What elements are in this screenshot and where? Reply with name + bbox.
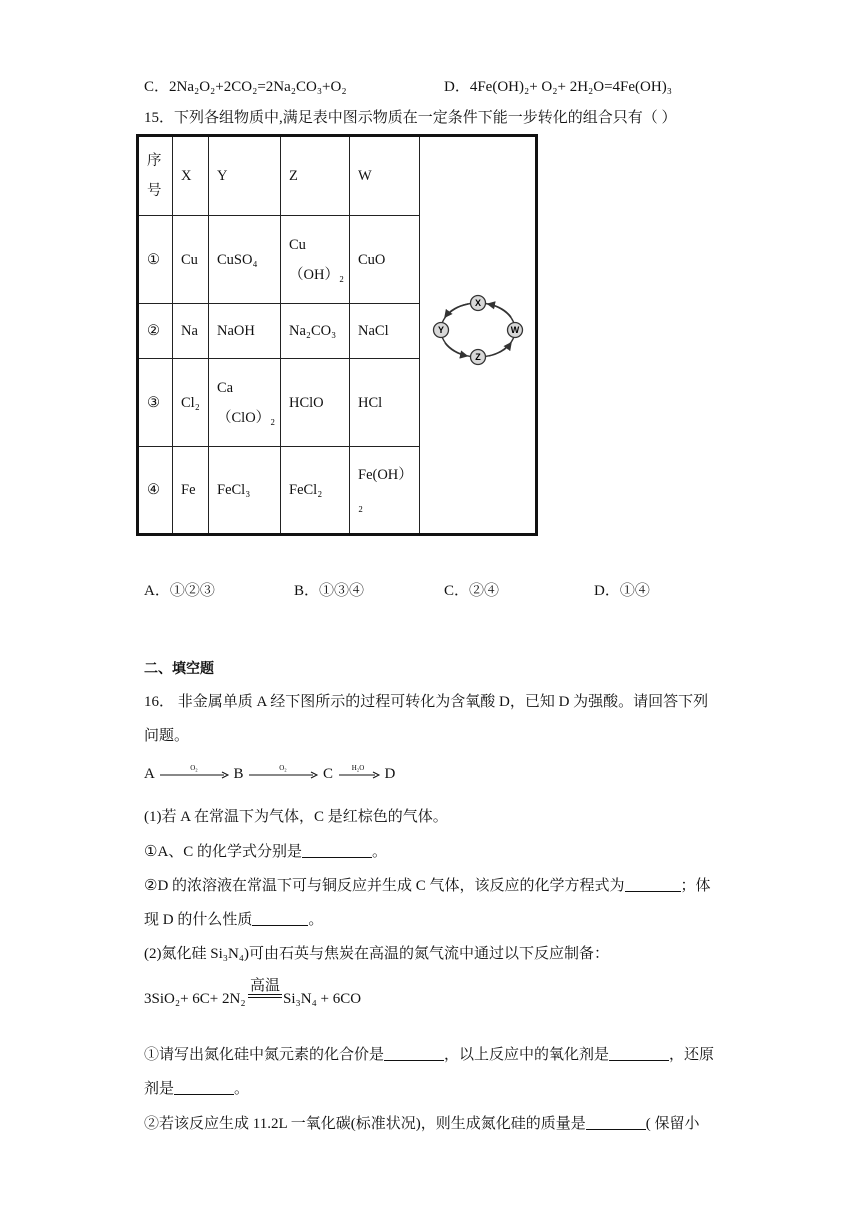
row4-y: FeCl₃ [209,447,281,535]
node-y: Y [437,324,444,335]
equation-right: Si₃N₄ + 6CO [283,991,362,1007]
row3-w: HCl [350,359,420,447]
flow-d: D [384,765,396,782]
flow-c: C [323,765,334,782]
row4-x: Fe [173,447,209,535]
row3-z: HClO [281,359,350,447]
node-x: X [474,297,481,308]
header-w: W [350,136,420,216]
arrow-right-icon [158,764,230,780]
cycle-diagram-icon [423,285,533,375]
prev-option-d: D．4Fe(OH)₂+ O₂+ 2H₂O=4Fe(OH)₃ [444,79,672,95]
row1-y: CuSO₄ [209,216,281,304]
q16-part1-ii-line2 [144,908,323,929]
row4-seq: ④ [138,447,173,535]
header-seq: 序 号 [138,136,173,216]
q16-part1-ii [144,874,711,895]
q15-stem: 15．下列各组物质中,满足表中图示物质在一定条件下能一步转化的组合只有（ ） [144,110,677,126]
answer-blank[interactable] [302,842,372,858]
q16-flow [144,764,395,785]
row1-z: Cu （OH）₂ [281,216,350,304]
q16-part2-ii-tail: ( 保留小 [645,1116,700,1132]
row2-w: NaCl [350,304,420,359]
section-title: 二、填空题 [144,661,214,677]
q15-option-a: A．①②③ [144,583,215,599]
q16-part1-ii-tail: ；体 [680,878,711,894]
node-w: W [510,324,519,335]
q16-part2-i-mid: ，以上反应中的氧化剂是 [444,1047,610,1063]
row1-w: CuO [350,216,420,304]
row4-z: FeCl₂ [281,447,350,535]
q15-option-d: D．①④ [594,583,650,599]
q16-part2-i-end: 。 [234,1081,250,1097]
q16-part1-ii-text: ②D 的浓溶液在常温下可与铜反应并生成 C 气体，该反应的化学方程式为 [144,878,625,894]
answer-blank[interactable] [174,1079,234,1095]
q16-part2-i-tail: ，还原 [669,1047,715,1063]
svg-text:O₂: O₂ [279,764,288,772]
answer-blank[interactable] [252,910,308,926]
answer-blank[interactable] [384,1045,444,1061]
arrow-right-icon [337,764,381,780]
q16-part2-ii [144,1112,700,1133]
equation-condition: 高温 [249,976,280,994]
q16-stem-line2: 问题。 [144,728,190,744]
row2-seq: ② [138,304,173,359]
answer-blank[interactable] [586,1114,646,1130]
answer-blank[interactable] [625,876,681,892]
flow-arrow-3 [337,764,381,785]
flow-b: B [233,765,244,782]
row4-w: Fe(OH） ₂ [350,447,420,535]
flow-arrow-1 [158,764,230,785]
q16-part1: (1)若 A 在常温下为气体，C 是红棕色的气体。 [144,809,448,825]
answer-blank[interactable] [609,1045,669,1061]
flow-a: A [144,765,155,782]
q15-table [136,134,538,536]
arrow-right-icon [247,764,319,780]
header-x: X [173,136,209,216]
row2-z: Na₂CO₃ [281,304,350,359]
row1-x: Cu [173,216,209,304]
svg-text:O₂: O₂ [190,764,198,772]
q16-part1-ii-text2: 现 D 的什么性质 [144,912,253,928]
q15-option-b: B．①③④ [294,583,365,599]
q16-part1-i-text: ①A、C 的化学式分别是 [144,844,303,860]
equation-equals-sign [248,994,282,998]
row3-y: Ca （ClO）₂ [209,359,281,447]
q16-part2-ii-text: ②若该反应生成 11.2L 一氧化碳(标准状况)，则生成氮化硅的质量是 [144,1116,586,1132]
svg-text:H₂O: H₂O [351,764,365,772]
q16-part1-i-end: 。 [372,844,388,860]
row3-seq: ③ [138,359,173,447]
q16-part2-i-line2 [144,1077,249,1098]
q16-part1-i [144,840,387,861]
row1-seq: ① [138,216,173,304]
q16-part2: (2)氮化硅 Si₃N₄)可由石英与焦炭在高温的氮气流中通过以下反应制备： [144,946,610,962]
q16-part2-i-text2: 剂是 [144,1081,175,1097]
table-header-row [138,136,537,216]
row2-x: Na [173,304,209,359]
node-z: Z [474,351,481,362]
q16-part1-ii-end: 。 [308,912,324,928]
q16-part2-i-text: ①请写出氮化硅中氮元素的化合价是 [144,1047,385,1063]
q15-option-c: C．②④ [444,583,500,599]
header-y: Y [209,136,281,216]
q16-part2-i [144,1043,714,1064]
prev-option-c: C．2Na₂O₂+2CO₂=2Na₂CO₃+O₂ [144,79,347,95]
row3-x: Cl₂ [173,359,209,447]
row2-y: NaOH [209,304,281,359]
flow-arrow-2 [247,764,319,785]
q16-stem-line1: 16． 非金属单质 A 经下图所示的过程可转化为含氧酸 D，已知 D 为强酸。请回答下列 [144,694,709,710]
conversion-diagram [420,136,537,535]
equation-left: 3SiO₂+ 6C+ 2N₂ [144,991,246,1007]
header-z: Z [281,136,350,216]
